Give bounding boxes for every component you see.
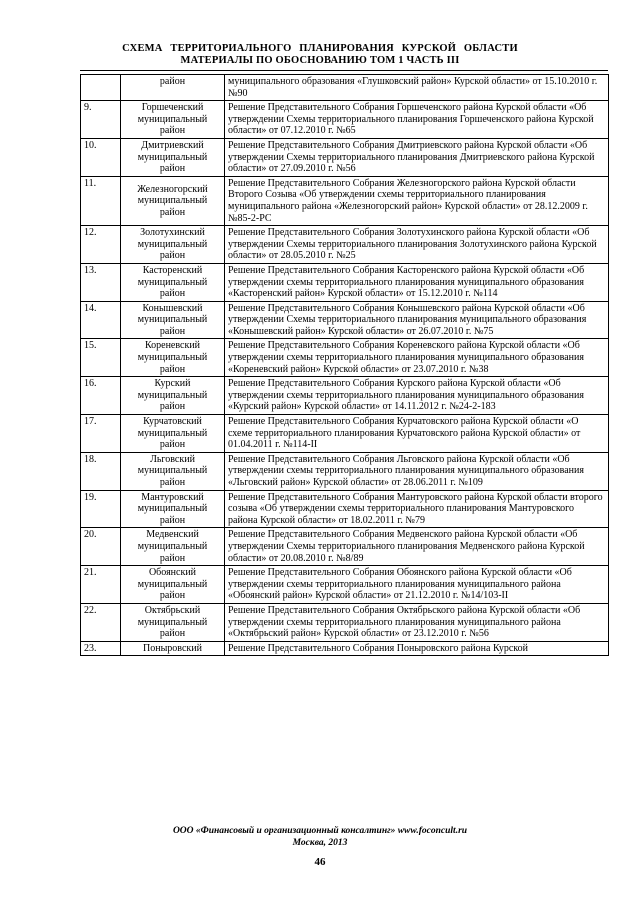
decision-text: Решение Представительного Собрания Поныровского района Курской — [225, 641, 609, 656]
row-number: 21. — [81, 566, 121, 604]
table-row — [81, 528, 609, 566]
decision-text: Решение Представительного Собрания Медвенского района Курской области «Об утверждении Схемы территориального планирования Медвенского района Курской области» от 20.08.2010 г. №8/89 — [225, 528, 609, 566]
decision-text: Решение Представительного Собрания Золотухинского района Курской области «Об утверждении Схемы территориального планирования Золотухинского района Курской области» от 28.05.2010 г. №25 — [225, 226, 609, 264]
district-name: Железногорский муниципальный район — [121, 176, 225, 225]
decision-text: муниципального образования «Глушковский район» Курской области» от 15.10.2010 г. №90 — [225, 75, 609, 101]
table-row — [81, 452, 609, 490]
row-number: 19. — [81, 490, 121, 528]
document-table — [80, 74, 609, 656]
district-name: Октябрьский муниципальный район — [121, 603, 225, 641]
district-name: Касторенский муниципальный район — [121, 263, 225, 301]
row-number: 22. — [81, 603, 121, 641]
header-divider — [80, 70, 608, 71]
row-number: 14. — [81, 301, 121, 339]
district-name: Льговский муниципальный район — [121, 452, 225, 490]
row-number: 13. — [81, 263, 121, 301]
decision-text: Решение Представительного Собрания Мантуровского района Курской области второго созыва «Об утверждении схемы территориального планирования Мантуровского района Курской области» от 18.02.2011 г. №79 — [225, 490, 609, 528]
district-name: Конышевский муниципальный район — [121, 301, 225, 339]
header-subtitle: МАТЕРИАЛЫ ПО ОБОСНОВАНИЮ ТОМ 1 ЧАСТЬ III — [180, 55, 460, 66]
decision-text: Решение Представительного Собрания Касторенского района Курской области «Об утверждении схемы территориального планирования муниципального образования «Касторенский район» Курской области» от 15.12.2010 г. №114 — [225, 263, 609, 301]
table-row — [81, 415, 609, 453]
decision-text: Решение Представительного Собрания Дмитриевского района Курской области «Об утверждении Схемы территориального планирования Дмитриевского района Курской области» от 27.09.2010 г. №56 — [225, 138, 609, 176]
table-row — [81, 138, 609, 176]
district-name: Курский муниципальный район — [121, 377, 225, 415]
footer-city-year: Москва, 2013 — [292, 838, 348, 848]
table-row — [81, 263, 609, 301]
district-name: Медвенский муниципальный район — [121, 528, 225, 566]
decision-text: Решение Представительного Собрания Конышевского района Курской области «Об утверждении Схемы территориального планирования муниципального образования «Конышевский район» Курской области» от 26.07.2010 г. №75 — [225, 301, 609, 339]
district-name: Мантуровский муниципальный район — [121, 490, 225, 528]
district-name: Обоянский муниципальный район — [121, 566, 225, 604]
page-header — [0, 43, 640, 67]
decision-text: Решение Представительного Собрания Курского района Курской области «Об утверждении схемы территориального планирования муниципального образования «Курский район» Курской области» от 14.11.2012 г. №24-2-183 — [225, 377, 609, 415]
table-row — [81, 176, 609, 225]
row-number: 10. — [81, 138, 121, 176]
decision-text: Решение Представительного Собрания Обоянского района Курской области «Об утверждении схемы территориального планирования муниципального района «Обоянский район» Курской области» от 21.12.2010 г. №14/103-II — [225, 566, 609, 604]
decision-text: Решение Представительного Собрания Горшеченского района Курской области «Об утверждении Схемы территориального планирования Горшеченского района Курской области» от 07.12.2010 г. №65 — [225, 101, 609, 139]
table-row — [81, 490, 609, 528]
table-row — [81, 377, 609, 415]
row-number: 23. — [81, 641, 121, 656]
header-title: СХЕМА ТЕРРИТОРИАЛЬНОГО ПЛАНИРОВАНИЯ КУРСКОЙ ОБЛАСТИ — [122, 43, 518, 54]
table-row — [81, 641, 609, 656]
district-name: район — [121, 75, 225, 101]
district-name: Поныровский — [121, 641, 225, 656]
row-number: 18. — [81, 452, 121, 490]
table-row — [81, 75, 609, 101]
decision-text: Решение Представительного Собрания Льговского района Курской области «Об утверждении схемы территориального планирования муниципального образования «Льговский район» Курской области» от 28.06.2011 г. №109 — [225, 452, 609, 490]
row-number — [81, 75, 121, 101]
district-name: Кореневский муниципальный район — [121, 339, 225, 377]
decision-text: Решение Представительного Собрания Железногорского района Курской области Второго Созыва «Об утверждении схемы территориального планирования муниципального района «Железногорский район» Курской области» от 28.12.2009 г. №85-2-РС — [225, 176, 609, 225]
district-name: Горшеченский муниципальный район — [121, 101, 225, 139]
table-row — [81, 301, 609, 339]
row-number: 16. — [81, 377, 121, 415]
document-table-body — [81, 75, 609, 656]
table-row — [81, 339, 609, 377]
table-row — [81, 566, 609, 604]
district-name: Дмитриевский муниципальный район — [121, 138, 225, 176]
decision-text: Решение Представительного Собрания Октябрьского района Курской области «Об утверждении схемы территориального планирования муниципального района «Октябрьский район» Курской области» от 23.12.2010 г. №56 — [225, 603, 609, 641]
row-number: 9. — [81, 101, 121, 139]
decision-text: Решение Представительного Собрания Курчатовского района Курской области «О схеме территориального планирования Курчатовского района Курской области» от 01.04.2011 г. №114-II — [225, 415, 609, 453]
footer-company: ООО «Финансовый и организационный консалтинг» www.foconcult.ru — [172, 826, 468, 836]
page-number: 46 — [314, 856, 326, 868]
row-number: 20. — [81, 528, 121, 566]
row-number: 11. — [81, 176, 121, 225]
row-number: 12. — [81, 226, 121, 264]
row-number: 17. — [81, 415, 121, 453]
table-row — [81, 603, 609, 641]
table-row — [81, 101, 609, 139]
page-footer — [0, 825, 640, 849]
row-number: 15. — [81, 339, 121, 377]
decision-text: Решение Представительного Собрания Кореневского района Курской области «Об утверждении схемы территориального планирования муниципального образования «Кореневский район» Курской области» от 23.07.2010 г. №38 — [225, 339, 609, 377]
table-row — [81, 226, 609, 264]
district-name: Курчатовский муниципальный район — [121, 415, 225, 453]
district-name: Золотухинский муниципальный район — [121, 226, 225, 264]
